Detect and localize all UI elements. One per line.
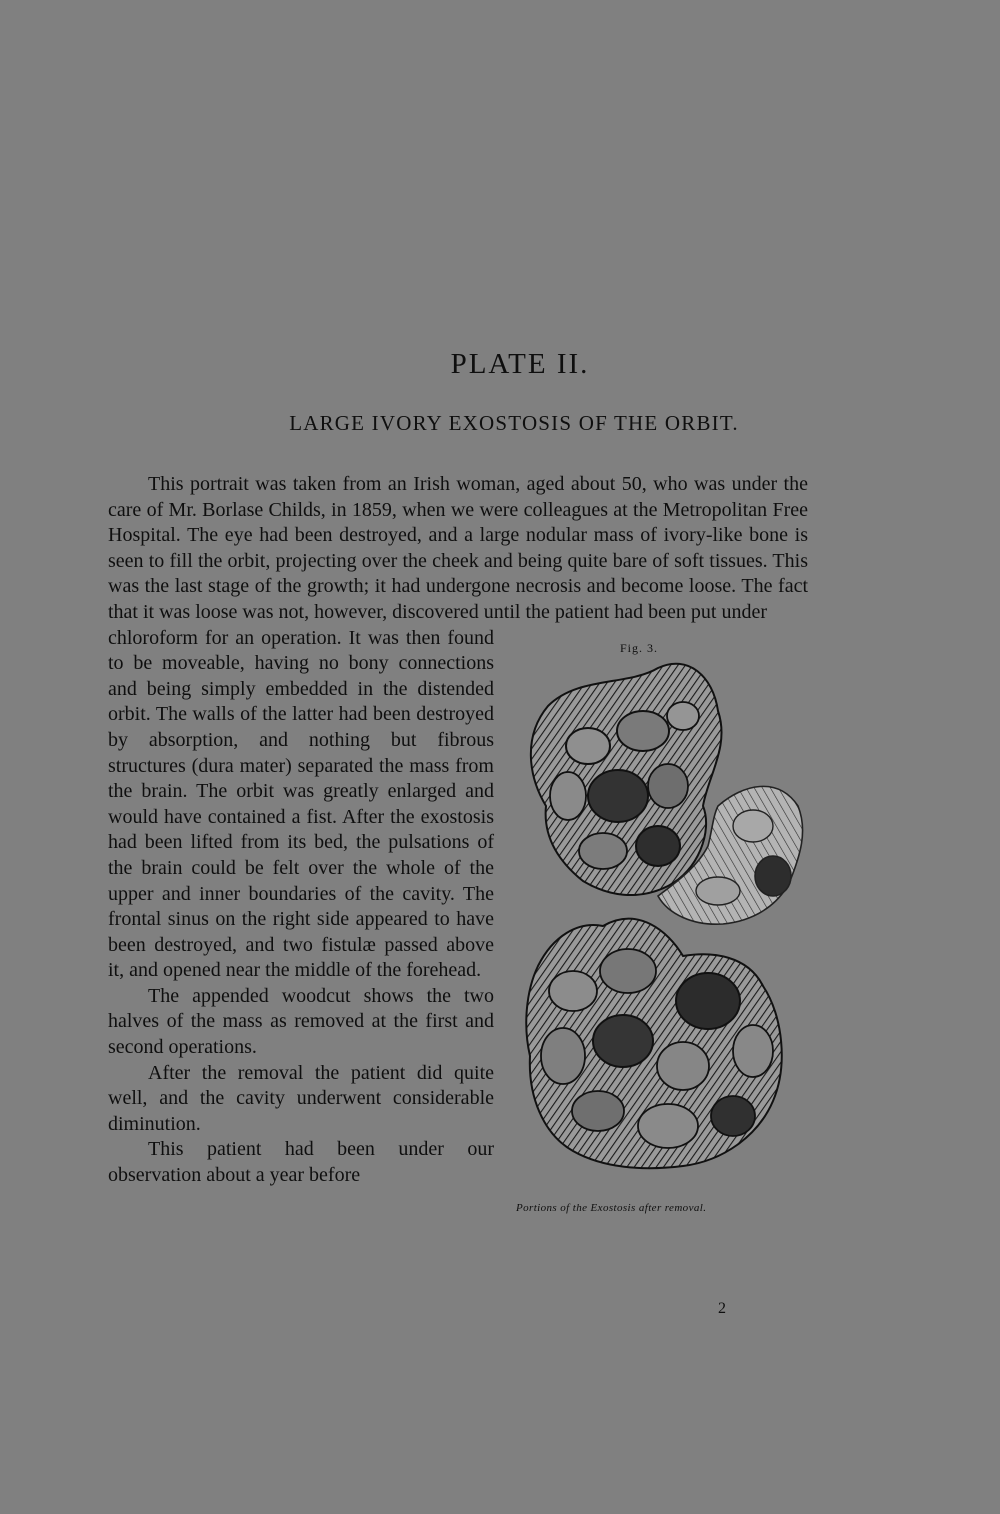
paragraph-1-continued: chloroform for an operation. It was then found to be moveable, having no bony connections and being simply embedded in the distended orbit. The walls of the latter had been destroyed by absorption, and nothing but fibrous structures (dura mater) separated the mass from the brain. The orbit was greatly enlarged and would have contained a fist. After the exostosis had been lifted from its bed, the pulsations of the brain could be felt over the whole of the upper and inner boundaries of the cavity. The frontal sinus on the right side appeared to have been destroyed, and two fistulæ passed above it, and opened near the middle of the forehead. — [108, 626, 494, 982]
figure-caption: Portions of the Exostosis after removal. — [516, 1201, 707, 1214]
page-number: 2 — [718, 1300, 726, 1317]
paragraph-3: After the removal the patient did quite well, and the cavity underwent considerable diminution. — [108, 1061, 494, 1135]
plate-title: PLATE II. — [450, 348, 590, 380]
paragraph-1-top: This portrait was taken from an Irish woman, aged about 50, who was under the care of Mr. Borlase Childs, in 1859, when we were colleagues at the Metropolitan Free Hospital. The eye had been destroyed, and a large nodular mass of ivory-like bone is seen to fill the orbit, projecting over the cheek and being quite bare of soft tissues. This was the last stage of the growth; it had undergone necrosis and become loose. The fact that it was loose was not, however, discovered until the patient had been put under — [108, 473, 808, 623]
exostosis-illustration — [508, 656, 808, 1196]
figure-label: Fig. 3. — [620, 640, 659, 655]
body-text — [108, 472, 808, 1216]
paragraph-2: The appended woodcut shows the two halves of the mass as removed at the first and second operations. — [108, 984, 494, 1059]
paragraph-4: This patient had been under our observation about a year before — [108, 1138, 494, 1187]
figure-3 — [508, 630, 808, 1216]
plate-subtitle: LARGE IVORY EXOSTOSIS OF THE ORBIT. — [289, 411, 739, 435]
